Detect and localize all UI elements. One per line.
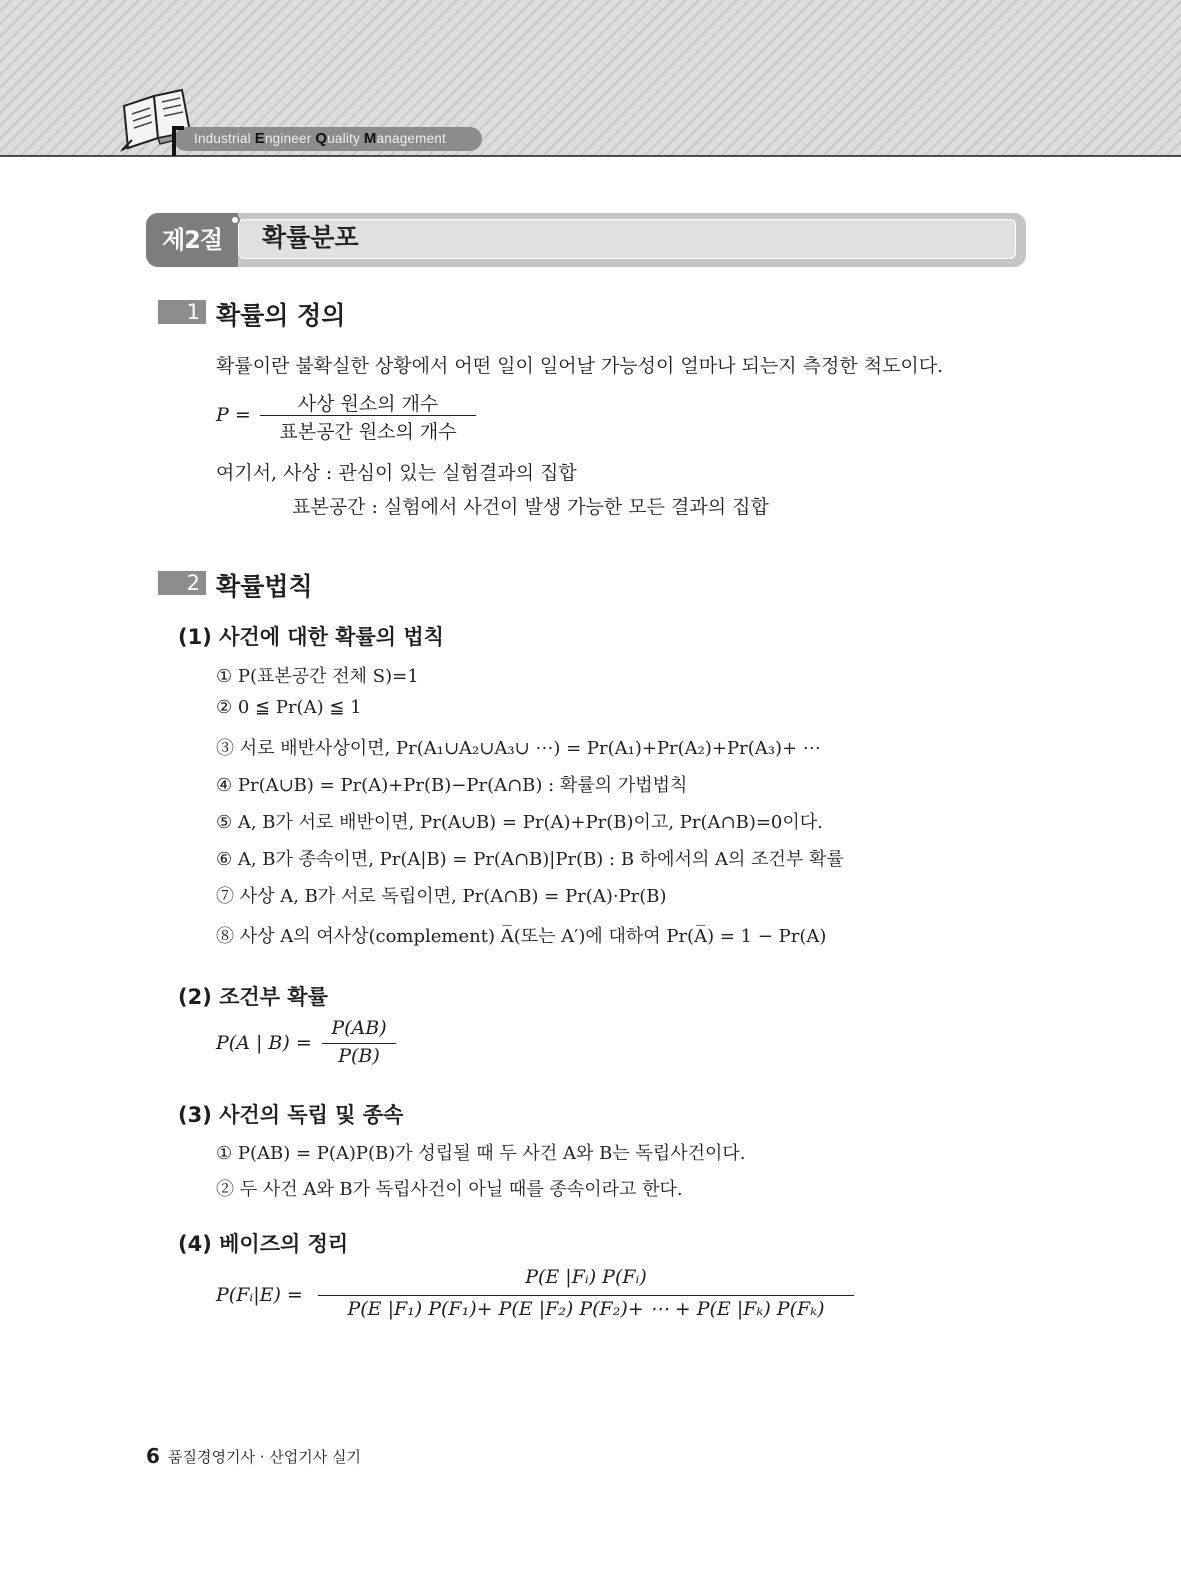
heading-number-1: 1 [158, 300, 206, 324]
subheading-event-laws: (1) 사건에 대한 확률의 법칙 [178, 625, 444, 649]
note-sample-space: 표본공간 : 실험에서 사건이 발생 가능한 모든 결과의 집합 [292, 496, 769, 518]
bayes-formula-denominator: P(E |F₁) P(F₁)+ P(E |F₂) P(F₂)+ ⋯ + P(E |Fₖ) P(Fₖ) [347, 1298, 825, 1320]
formula-lhs: P = [216, 404, 251, 426]
footer-book-title: 품질경영기사 · 산업기사 실기 [168, 1448, 361, 1466]
note-event: 여기서, 사상 : 관심이 있는 실험결과의 집합 [216, 462, 577, 484]
header-bracket-decoration [172, 126, 184, 156]
book-title-part-engineer: Engineer [254, 130, 316, 147]
conditional-formula-numerator: P(AB) [331, 1017, 387, 1039]
law-item: ⑥ A, B가 종속이면, Pr(A|B) = Pr(A∩B)|Pr(B) : B 하에서의 A의 조건부 확률 [216, 849, 844, 870]
section-title: 확률분포 [262, 223, 359, 252]
heading-number-2: 2 [158, 571, 206, 595]
independence-item: ① P(AB) = P(A)P(B)가 성립될 때 두 사건 A와 B는 독립사건이다. [216, 1143, 746, 1164]
book-title-pill [174, 127, 482, 151]
law-item: ③ 서로 배반사상이면, Pr(A₁∪A₂∪A₃∪ ⋯) = Pr(A₁)+Pr(A₂)+Pr(A₃)+ ⋯ [216, 738, 821, 759]
formula-numerator: 사상 원소의 개수 [297, 393, 439, 415]
heading-probability-definition: 확률의 정의 [216, 301, 346, 330]
section-number: 제2절 [146, 213, 238, 267]
book-title-part-industrial: Industrial [194, 131, 255, 146]
fraction-line [260, 415, 476, 416]
bayes-formula-lhs: P(Fᵢ|E) = [216, 1284, 303, 1306]
subheading-conditional-probability: (2) 조건부 확률 [178, 985, 328, 1009]
law-item: ④ Pr(A∪B) = Pr(A)+Pr(B)−Pr(A∩B) : 확률의 가법법칙 [216, 775, 688, 796]
definition-text: 확률이란 불확실한 상황에서 어떤 일이 일어날 가능성이 얼마나 되는지 측정한 척도이다. [216, 355, 944, 377]
independence-item: ② 두 사건 A와 B가 독립사건이 아닐 때를 종속이라고 한다. [216, 1179, 683, 1200]
subheading-bayes-theorem: (4) 베이즈의 정리 [178, 1232, 349, 1256]
heading-probability-laws: 확률법칙 [216, 572, 313, 601]
fraction-line [318, 1295, 854, 1296]
conditional-formula-denominator: P(B) [338, 1045, 380, 1067]
section-dot-icon [230, 215, 240, 225]
page-number: 6 [146, 1444, 160, 1468]
book-title-part-management: Management [363, 130, 446, 147]
book-title-part-quality: Quality [315, 130, 364, 147]
law-item: ⑤ A, B가 서로 배반이면, Pr(A∪B) = Pr(A)+Pr(B)이고, Pr(A∩B)=0이다. [216, 812, 823, 833]
section-bar [146, 213, 1026, 267]
bayes-formula-numerator: P(E |Fᵢ) P(Fᵢ) [525, 1266, 647, 1288]
formula-denominator: 표본공간 원소의 개수 [279, 421, 457, 443]
conditional-formula-lhs: P(A | B) = [216, 1032, 312, 1054]
subheading-independence: (3) 사건의 독립 및 종속 [178, 1103, 404, 1127]
law-item: ② 0 ≦ Pr(A) ≦ 1 [216, 697, 362, 718]
law-item: ⑧ 사상 A의 여사상(complement) A̅(또는 A′)에 대하여 Pr(A̅) = 1 − Pr(A) [216, 926, 827, 947]
law-item: ① P(표본공간 전체 S)=1 [216, 666, 419, 687]
fraction-line [322, 1043, 396, 1044]
law-item: ⑦ 사상 A, B가 서로 독립이면, Pr(A∩B) = Pr(A)·Pr(B) [216, 886, 667, 907]
